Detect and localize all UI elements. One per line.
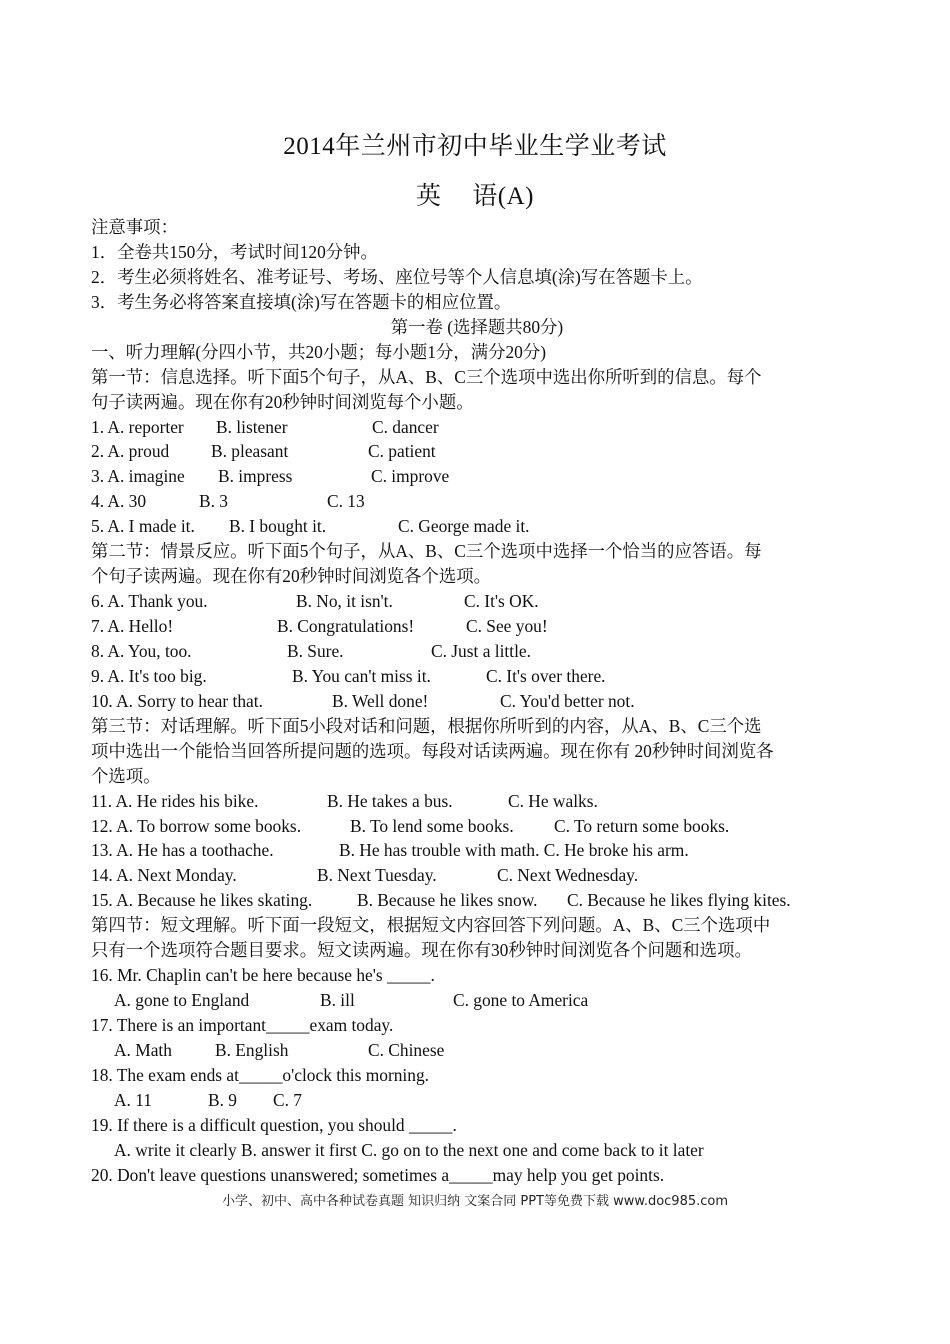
option: C. George made it. xyxy=(398,516,530,537)
question-row xyxy=(91,664,863,689)
option: B. Next Tuesday. xyxy=(317,865,437,886)
exam-body xyxy=(91,215,863,1188)
question-row xyxy=(91,838,863,863)
notes-heading: 注意事项： xyxy=(91,217,178,237)
option: B. 3 xyxy=(199,491,228,512)
option: B. English xyxy=(215,1039,289,1060)
option: 13. A. He has a toothache. xyxy=(91,840,274,861)
section4-instruction: 只有一个选项符合题目要求。短文读两遍。现在你有30秒钟时间浏览各个问题和选项。 xyxy=(91,940,752,961)
option: B. impress xyxy=(218,466,293,487)
option: 3. A. imagine xyxy=(91,466,185,487)
option: 7. A. Hello! xyxy=(91,616,174,636)
note-item: 2．考生必须将姓名、准考证号、考场、座位号等个人信息填(涂)写在答题卡上。 xyxy=(91,266,703,287)
section3-instruction: 个选项。 xyxy=(91,765,161,786)
option: B. listener xyxy=(216,416,288,437)
option: 2. A. proud xyxy=(91,441,170,462)
option: A. 11 xyxy=(114,1089,152,1110)
section3-instruction: 项中选出一个能恰当回答所提问题的选项。每段对话读两遍。现在你有 20秒钟时间浏览各 xyxy=(91,740,774,761)
exam-title: 2014年兰州市初中毕业生学业考试 xyxy=(283,133,667,160)
option: B. Well done! xyxy=(332,690,429,711)
option: 11. A. He rides his bike. xyxy=(91,790,259,811)
question-stem: 16. Mr. Chaplin can't be here because he's _____. xyxy=(91,965,435,986)
option: B. I bought it. xyxy=(229,516,327,537)
option: B. pleasant xyxy=(211,441,289,462)
question-row xyxy=(91,439,863,464)
option: B. 9 xyxy=(208,1089,237,1110)
option: 4. A. 30 xyxy=(91,491,147,512)
page-footer: 小学、初中、高中各种试卷真题 知识归纳 文案合同 PPT等免费下载 www.doc985.com xyxy=(221,1194,729,1209)
question-row xyxy=(91,689,863,714)
question-stem: 17. There is an important_____exam today. xyxy=(91,1015,394,1035)
option: C. It's over there. xyxy=(486,665,606,686)
option: 10. A. Sorry to hear that. xyxy=(91,690,263,711)
answer-row xyxy=(91,1038,863,1063)
option: C. Chinese xyxy=(368,1039,445,1060)
option: C. gone to America xyxy=(453,990,589,1011)
note-item: 3．考生务必将答案直接填(涂)写在答题卡的相应位置。 xyxy=(91,291,512,312)
option: C. It's OK. xyxy=(464,591,539,612)
option: C. 13 xyxy=(327,491,365,512)
question-row xyxy=(91,514,863,539)
option: 15. A. Because he likes skating. xyxy=(91,890,313,911)
option: C. Next Wednesday. xyxy=(497,865,639,886)
option: C. 7 xyxy=(273,1089,302,1110)
answer-row: A. write it clearly B. answer it first C. go on to the next one and come back to it later xyxy=(114,1139,704,1160)
option: C. patient xyxy=(368,441,436,462)
option: B. To lend some books. xyxy=(350,815,514,836)
option: A. gone to England xyxy=(114,990,250,1011)
option: C. You'd better not. xyxy=(500,690,635,711)
note-item: 1．全卷共150分，考试时间120分钟。 xyxy=(91,241,378,262)
option: 6. A. Thank you. xyxy=(91,591,208,612)
question-row xyxy=(91,489,863,514)
option: C. To return some books. xyxy=(554,815,730,836)
option: B. Congratulations! xyxy=(277,616,415,636)
option: C. See you! xyxy=(466,616,548,636)
option: A. Math xyxy=(114,1039,172,1060)
option: C. improve xyxy=(371,466,450,487)
option: B. He takes a bus. xyxy=(327,790,453,811)
option: B. Because he likes snow. xyxy=(357,890,538,911)
section2-instruction: 个句子读两遍。现在你有20秒钟时间浏览各个选项。 xyxy=(91,566,491,587)
option: C. Just a little. xyxy=(431,640,531,661)
option: C. He walks. xyxy=(508,790,598,811)
option: B. No, it isn't. xyxy=(296,591,393,612)
question-row xyxy=(91,464,863,489)
question-row xyxy=(91,415,863,440)
option: B. You can't miss it. xyxy=(292,665,431,686)
option: C. Because he likes flying kites. xyxy=(567,890,791,911)
question-stem: 19. If there is a difficult question, you should _____. xyxy=(91,1114,457,1135)
answer-row xyxy=(91,988,863,1013)
section3-instruction: 第三节：对话理解。听下面5小段对话和问题，根据你所听到的内容，从A、B、C三个选 xyxy=(91,715,762,736)
option: 1. A. reporter xyxy=(91,416,184,437)
question-row xyxy=(91,814,863,839)
option: C. dancer xyxy=(372,416,439,437)
option: 12. A. To borrow some books. xyxy=(91,815,302,836)
option: 5. A. I made it. xyxy=(91,516,195,537)
option: 9. A. It's too big. xyxy=(91,665,207,686)
exam-subject: 英 语(A) xyxy=(416,183,534,210)
question-row xyxy=(91,888,863,913)
part-heading: 一、听力理解(分四小节，共20小题；每小题1分，满分20分) xyxy=(91,341,547,362)
question-stem: 20. Don't leave questions unanswered; sometimes a_____may help you get points. xyxy=(91,1164,665,1185)
option: B. Sure. xyxy=(287,640,344,661)
answer-row xyxy=(91,1088,863,1113)
section2-instruction: 第二节：情景反应。听下面5个句子，从A、B、C三个选项中选择一个恰当的应答语。每 xyxy=(91,541,762,562)
section1-instruction: 句子读两遍。现在你有20秒钟时间浏览每个小题。 xyxy=(91,391,474,412)
section1-instruction: 第一节：信息选择。听下面5个句子，从A、B、C三个选项中选出你所听到的信息。每个 xyxy=(91,366,762,387)
option: 8. A. You, too. xyxy=(91,640,192,661)
option: 14. A. Next Monday. xyxy=(91,865,237,886)
question-row xyxy=(91,639,863,664)
question-row xyxy=(91,863,863,888)
volume-heading: 第一卷 (选择题共80分) xyxy=(390,316,564,337)
option: B. He has trouble with math. C. He broke his arm. xyxy=(339,840,689,861)
option: B. ill xyxy=(320,990,355,1011)
question-stem: 18. The exam ends at_____o'clock this morning. xyxy=(91,1064,430,1085)
section4-instruction: 第四节：短文理解。听下面一段短文，根据短文内容回答下列问题。A、B、C三个选项中 xyxy=(91,915,771,936)
question-row xyxy=(91,789,863,814)
question-row xyxy=(91,614,863,639)
question-row xyxy=(91,589,863,614)
